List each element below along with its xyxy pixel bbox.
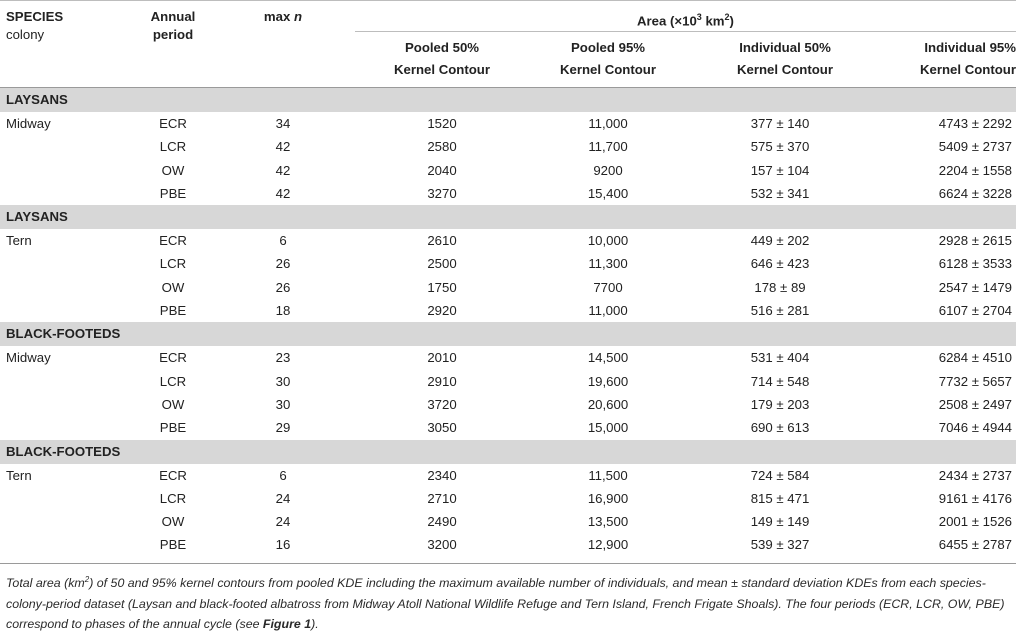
pooled95-cell: 13,500 <box>587 514 629 530</box>
pooled95-cell: 11,300 <box>588 256 628 272</box>
pooled95-cell: 15,000 <box>587 420 629 436</box>
individual95-cell: 9161 ± 4176 <box>938 490 1012 506</box>
table-row <box>0 393 1016 416</box>
table-row <box>0 464 1016 487</box>
period-cell: PBE <box>159 420 187 436</box>
pooled50-cell: 2910 <box>427 373 457 389</box>
pooled50-cell: 2340 <box>427 467 457 483</box>
table-row <box>0 510 1016 533</box>
pooled50-cell: 1520 <box>427 116 457 131</box>
pooled50-cell: 2500 <box>427 256 457 272</box>
table-row <box>0 416 1016 439</box>
pooled95-cell: 19,600 <box>587 373 629 389</box>
table-row <box>0 112 1016 135</box>
species-group-header: BLACK-FOOTEDS <box>0 440 1016 464</box>
individual95-header-line1: Individual 95% <box>924 40 1016 55</box>
pooled95-cell: 16,900 <box>587 490 629 506</box>
individual50-cell: 532 ± 341 <box>750 185 810 201</box>
individual95-cell: 6455 ± 2787 <box>938 537 1012 553</box>
individual50-header-line2: Kernel Contour <box>737 62 833 77</box>
individual50-cell: 539 ± 327 <box>750 537 810 553</box>
table-row <box>0 135 1016 158</box>
caption-part3: ). <box>311 617 319 632</box>
individual50-cell: 178 ± 89 <box>754 279 806 295</box>
species-group <box>0 88 1016 205</box>
period-cell: PBE <box>159 537 187 553</box>
individual95-cell: 5409 ± 2737 <box>938 139 1012 155</box>
pooled95-cell: 11,000 <box>588 116 628 131</box>
pooled50-cell: 1750 <box>427 279 457 295</box>
period-cell: PBE <box>159 185 187 201</box>
pooled95-cell: 7700 <box>593 279 623 295</box>
colony-cell: Midway <box>6 350 51 366</box>
pooled50-cell: 2610 <box>427 233 457 249</box>
period-cell: OW <box>161 514 185 530</box>
pooled50-cell: 2710 <box>427 490 457 506</box>
bottom-rule <box>0 563 1016 564</box>
species-group-header: BLACK-FOOTEDS <box>0 322 1016 346</box>
individual50-cell: 149 ± 149 <box>750 514 810 530</box>
individual50-cell: 690 ± 613 <box>750 420 810 436</box>
maxn-cell: 30 <box>275 396 291 412</box>
maxn-cell: 24 <box>275 490 291 506</box>
top-rule <box>0 0 1016 1</box>
table-row <box>0 159 1016 182</box>
individual50-cell: 449 ± 202 <box>750 233 810 249</box>
colony-cell: Tern <box>6 467 32 483</box>
period-cell: OW <box>161 396 185 412</box>
individual95-cell: 2508 ± 2497 <box>938 396 1012 412</box>
individual50-cell: 179 ± 203 <box>750 396 810 412</box>
colony-header: colony <box>6 27 45 42</box>
area-sup: 3 <box>696 12 702 22</box>
individual95-cell: 2204 ± 1558 <box>938 162 1012 178</box>
maxn-cell: 24 <box>275 514 291 530</box>
individual95-cell: 2434 ± 2737 <box>938 467 1012 483</box>
maxn-cell: 42 <box>275 139 291 155</box>
table-row <box>0 370 1016 393</box>
individual95-cell: 2928 ± 2615 <box>938 233 1012 249</box>
period-cell: LCR <box>159 256 187 272</box>
caption-sup: 2 <box>84 575 90 584</box>
area-header <box>355 7 1016 31</box>
pooled50-cell: 3200 <box>427 537 457 553</box>
individual50-header-line1: Individual 50% <box>739 40 831 55</box>
caption-part1: Total area (km <box>6 576 85 591</box>
individual95-header-line2: Kernel Contour <box>920 62 1016 77</box>
pooled50-cell: 2490 <box>427 514 457 530</box>
individual50-cell: 724 ± 584 <box>750 467 810 483</box>
pooled50-cell: 2010 <box>427 350 457 366</box>
period-cell: ECR <box>159 233 187 249</box>
period-cell: PBE <box>159 303 187 319</box>
period-cell: OW <box>161 162 185 178</box>
period-cell: LCR <box>159 490 187 506</box>
table-row <box>0 299 1016 322</box>
table-row <box>0 229 1016 252</box>
area-post: ) <box>729 13 734 29</box>
table-caption <box>6 570 1012 635</box>
table-row <box>0 533 1016 556</box>
maxn-cell: 42 <box>275 185 291 201</box>
species-group-header: LAYSANS <box>0 205 1016 229</box>
table-row <box>0 487 1016 510</box>
maxn-header <box>258 7 308 27</box>
table-row <box>0 252 1016 275</box>
individual95-cell: 6107 ± 2704 <box>938 303 1012 319</box>
individual50-cell: 714 ± 548 <box>750 373 810 389</box>
individual50-cell: 377 ± 140 <box>750 116 810 131</box>
area-mid: km <box>701 13 725 29</box>
species-group <box>0 440 1016 557</box>
pooled95-cell: 11,500 <box>588 467 628 483</box>
maxn-cell: 6 <box>279 233 287 249</box>
individual95-cell: 2547 ± 1479 <box>938 279 1012 295</box>
individual50-cell: 646 ± 423 <box>750 256 810 272</box>
maxn-cell: 16 <box>275 537 291 553</box>
pooled50-cell: 2580 <box>427 139 457 155</box>
period-cell: ECR <box>159 116 187 131</box>
pooled50-cell: 2040 <box>427 162 457 178</box>
period-cell: OW <box>161 279 185 295</box>
individual50-cell: 516 ± 281 <box>750 303 810 319</box>
maxn-text: max <box>263 9 291 24</box>
maxn-italic: n <box>294 9 303 24</box>
individual50-cell: 531 ± 404 <box>750 350 810 366</box>
caption-part2: ) of 50 and 95% kernel contours from pooled KDE including the maximum available number of individuals, and mean ± standard deviation KDEs from each species-colony-period dataset (Laysan and black-footed albatross from Midway Atoll National Wildlife Refuge and Tern Island, French Frigate Shoals). The four periods (ECR, LCR, OW, PBE) correspond to phases of the annual cycle (see <box>6 576 1005 632</box>
individual95-cell: 4743 ± 2292 <box>938 116 1012 131</box>
table-row <box>0 276 1016 299</box>
individual50-cell: 815 ± 471 <box>750 490 810 506</box>
maxn-cell: 29 <box>275 420 291 436</box>
period-cell: ECR <box>159 350 187 366</box>
maxn-cell: 6 <box>279 467 287 483</box>
pooled50-header-line2: Kernel Contour <box>394 62 490 77</box>
individual50-cell: 157 ± 104 <box>750 162 810 178</box>
maxn-cell: 34 <box>275 116 291 131</box>
pooled95-cell: 12,900 <box>587 537 629 553</box>
individual50-cell: 575 ± 370 <box>750 139 810 155</box>
maxn-cell: 23 <box>275 350 291 366</box>
annual-header-line1: Annual <box>150 9 196 24</box>
pooled50-cell: 3050 <box>427 420 457 436</box>
maxn-cell: 26 <box>275 279 291 295</box>
individual95-cell: 6284 ± 4510 <box>938 350 1012 366</box>
individual95-cell: 6624 ± 3228 <box>938 185 1012 201</box>
individual95-cell: 7046 ± 4944 <box>938 420 1012 436</box>
area-sup2: 2 <box>724 12 730 22</box>
individual95-cell: 6128 ± 3533 <box>938 256 1012 272</box>
table-row <box>0 346 1016 369</box>
table-row <box>0 182 1016 205</box>
pooled95-cell: 14,500 <box>587 350 629 366</box>
pooled50-cell: 3270 <box>427 185 457 201</box>
pooled50-header-line1: Pooled 50% <box>404 40 480 55</box>
annual-header-line2: period <box>152 27 194 42</box>
maxn-cell: 42 <box>275 162 291 178</box>
species-header: SPECIES <box>6 9 64 24</box>
maxn-cell: 26 <box>275 256 291 272</box>
pooled95-cell: 9200 <box>593 162 623 178</box>
pooled95-cell: 15,400 <box>587 185 629 201</box>
colony-cell: Tern <box>6 233 32 249</box>
pooled95-cell: 11,000 <box>588 303 628 319</box>
individual95-cell: 2001 ± 1526 <box>938 514 1012 530</box>
figure-link[interactable]: Figure 1 <box>262 617 312 632</box>
pooled50-cell: 2920 <box>427 303 457 319</box>
pooled95-header-line2: Kernel Contour <box>560 62 656 77</box>
maxn-cell: 30 <box>275 373 291 389</box>
pooled50-cell: 3720 <box>427 396 457 412</box>
colony-cell: Midway <box>6 116 51 131</box>
pooled95-cell: 11,700 <box>588 139 628 155</box>
individual95-cell: 7732 ± 5657 <box>938 373 1012 389</box>
area-pre: Area (×10 <box>637 13 697 29</box>
period-cell: LCR <box>159 139 187 155</box>
species-group <box>0 205 1016 322</box>
species-group-header: LAYSANS <box>0 88 1016 112</box>
species-group <box>0 322 1016 439</box>
pooled95-cell: 20,600 <box>587 396 629 412</box>
area-rule <box>355 31 1016 32</box>
table-body <box>0 88 1016 557</box>
period-cell: LCR <box>159 373 187 389</box>
table-header <box>0 0 1016 88</box>
maxn-cell: 18 <box>275 303 291 319</box>
period-cell: ECR <box>159 467 187 483</box>
pooled95-cell: 10,000 <box>587 233 629 249</box>
pooled95-header-line1: Pooled 95% <box>570 40 646 55</box>
